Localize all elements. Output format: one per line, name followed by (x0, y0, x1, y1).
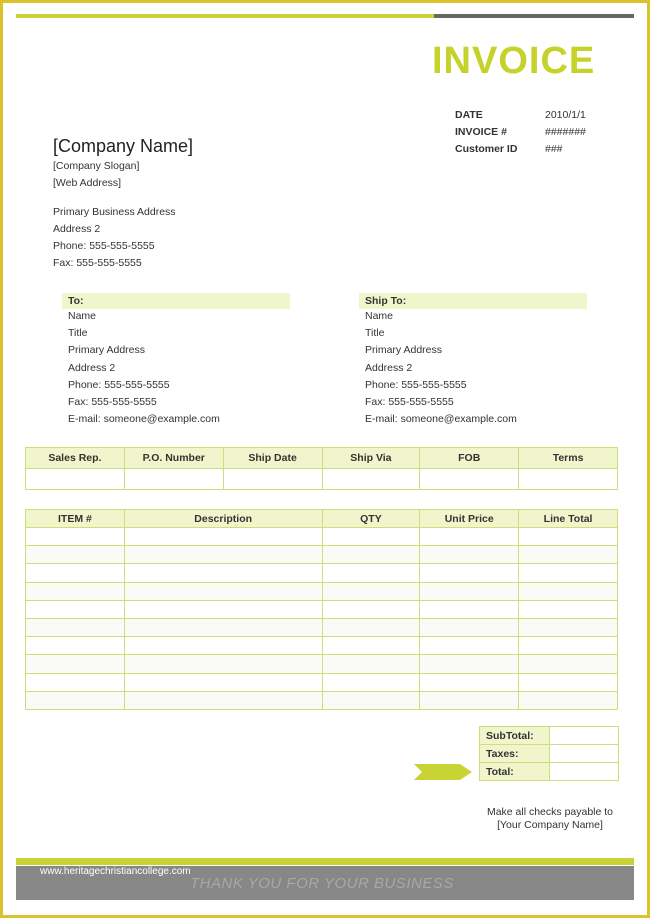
qty-cell[interactable] (322, 691, 420, 709)
table-row (26, 564, 618, 582)
fob-cell[interactable] (420, 469, 519, 490)
invoice-number-value: ####### (545, 125, 586, 138)
unit-price-cell[interactable] (420, 528, 519, 546)
table-row (26, 655, 618, 673)
taxes-label: Taxes: (480, 745, 550, 763)
description-cell[interactable] (124, 691, 322, 709)
item-cell[interactable] (26, 564, 125, 582)
unit-price-cell[interactable] (420, 564, 519, 582)
invoice-number-label: INVOICE # (455, 125, 507, 138)
terms-header: Terms (519, 448, 618, 469)
qty-cell[interactable] (322, 528, 420, 546)
description-cell[interactable] (124, 582, 322, 600)
table-row (26, 600, 618, 618)
qty-cell[interactable] (322, 655, 420, 673)
line-total-cell[interactable] (519, 673, 618, 691)
line-total-cell[interactable] (519, 564, 618, 582)
footer-accent-bar (16, 858, 634, 865)
arrow-right-icon (414, 764, 472, 780)
qty-cell[interactable] (322, 673, 420, 691)
table-row (26, 546, 618, 564)
payment-note-line2: [Your Company Name] (497, 819, 603, 831)
ship-to-line: Primary Address (365, 344, 443, 357)
company-slogan: [Company Slogan] (53, 160, 140, 172)
company-phone: Phone: 555-555-5555 (53, 240, 155, 252)
payment-note-line1: Make all checks payable to (486, 806, 614, 818)
subtotal-label: SubTotal: (480, 727, 550, 745)
sales-rep-header: Sales Rep. (26, 448, 125, 469)
line-total-cell[interactable] (519, 582, 618, 600)
item-cell[interactable] (26, 600, 125, 618)
line-total-cell[interactable] (519, 600, 618, 618)
payment-note (470, 806, 630, 832)
unit-price-cell[interactable] (420, 637, 519, 655)
bill-to-line: Name (68, 310, 97, 322)
line-total-cell[interactable] (519, 655, 618, 673)
unit-price-cell[interactable] (420, 600, 519, 618)
bill-to-line: Title (68, 327, 88, 340)
ship-via-header: Ship Via (322, 448, 420, 469)
qty-cell[interactable] (322, 564, 420, 582)
po-number-header: P.O. Number (124, 448, 223, 469)
table-row (26, 637, 618, 655)
item-number-header: ITEM # (26, 510, 125, 528)
bill-to-line: Fax: 555-555-5555 (68, 395, 157, 408)
ship-to-block (365, 293, 587, 430)
unit-price-cell[interactable] (420, 582, 519, 600)
qty-cell[interactable] (322, 582, 420, 600)
ship-date-cell[interactable] (223, 469, 322, 490)
sales-rep-cell[interactable] (26, 469, 125, 490)
thank-you-text: THANK YOU FOR YOUR BUSINESS (190, 875, 454, 892)
ship-to-line: E-mail: someone@example.com (365, 413, 517, 426)
invoice-title: INVOICE (432, 40, 596, 82)
item-cell[interactable] (26, 637, 125, 655)
customer-id-value: ### (545, 142, 563, 155)
line-total-cell[interactable] (519, 691, 618, 709)
watermark-text: www.heritagechristiancollege.com (40, 866, 191, 877)
table-row (26, 691, 618, 709)
table-row (26, 618, 618, 636)
line-total-cell[interactable] (519, 618, 618, 636)
fob-header: FOB (420, 448, 519, 469)
table-row (26, 673, 618, 691)
unit-price-header: Unit Price (420, 510, 519, 528)
qty-cell[interactable] (322, 600, 420, 618)
ship-via-cell[interactable] (322, 469, 420, 490)
bill-to-line: Phone: 555-555-5555 (68, 378, 170, 391)
bill-to-line: E-mail: someone@example.com (68, 413, 220, 426)
unit-price-cell[interactable] (420, 618, 519, 636)
item-cell[interactable] (26, 691, 125, 709)
subtotal-value[interactable] (550, 727, 619, 745)
company-address2: Address 2 (53, 223, 101, 235)
items-table (25, 509, 618, 710)
bill-to-heading: To: (62, 293, 290, 309)
taxes-value[interactable] (550, 745, 619, 763)
description-cell[interactable] (124, 600, 322, 618)
line-total-cell[interactable] (519, 637, 618, 655)
qty-cell[interactable] (322, 546, 420, 564)
unit-price-cell[interactable] (420, 691, 519, 709)
date-label: DATE (455, 108, 483, 121)
line-total-cell[interactable] (519, 546, 618, 564)
description-header: Description (124, 510, 322, 528)
invoice-meta (455, 106, 615, 157)
ship-to-line: Address 2 (365, 361, 413, 374)
unit-price-cell[interactable] (420, 546, 519, 564)
item-cell[interactable] (26, 528, 125, 546)
bill-to-block (68, 293, 290, 430)
top-gray-bar (434, 14, 634, 18)
qty-cell[interactable] (322, 637, 420, 655)
description-cell[interactable] (124, 564, 322, 582)
order-info-table (25, 447, 618, 490)
line-total-cell[interactable] (519, 528, 618, 546)
item-cell[interactable] (26, 655, 125, 673)
ship-to-line: Name (365, 310, 394, 322)
totals-table (479, 726, 619, 781)
company-name: [Company Name] (53, 136, 194, 156)
item-cell[interactable] (26, 673, 125, 691)
item-cell[interactable] (26, 582, 125, 600)
bill-to-line: Address 2 (68, 361, 116, 374)
po-number-cell[interactable] (124, 469, 223, 490)
table-row (26, 582, 618, 600)
table-row (26, 528, 618, 546)
item-cell[interactable] (26, 546, 125, 564)
description-cell[interactable] (124, 618, 322, 636)
ship-to-line: Title (365, 327, 385, 340)
line-total-header: Line Total (519, 510, 618, 528)
description-cell[interactable] (124, 528, 322, 546)
customer-id-label: Customer ID (455, 142, 518, 155)
description-cell[interactable] (124, 546, 322, 564)
terms-cell[interactable] (519, 469, 618, 490)
qty-cell[interactable] (322, 618, 420, 636)
ship-to-line: Phone: 555-555-5555 (365, 378, 467, 391)
unit-price-cell[interactable] (420, 673, 519, 691)
qty-header: QTY (322, 510, 420, 528)
total-label: Total: (480, 763, 550, 781)
description-cell[interactable] (124, 673, 322, 691)
company-web: [Web Address] (53, 177, 122, 189)
item-cell[interactable] (26, 618, 125, 636)
date-value: 2010/1/1 (545, 108, 586, 121)
company-fax: Fax: 555-555-5555 (53, 257, 142, 269)
ship-date-header: Ship Date (223, 448, 322, 469)
unit-price-cell[interactable] (420, 655, 519, 673)
top-accent-bar (16, 14, 434, 18)
ship-to-heading: Ship To: (359, 293, 587, 309)
total-value[interactable] (550, 763, 619, 781)
company-address1: Primary Business Address (53, 206, 176, 218)
bill-to-line: Primary Address (68, 344, 146, 357)
description-cell[interactable] (124, 655, 322, 673)
description-cell[interactable] (124, 637, 322, 655)
ship-to-line: Fax: 555-555-5555 (365, 395, 454, 408)
